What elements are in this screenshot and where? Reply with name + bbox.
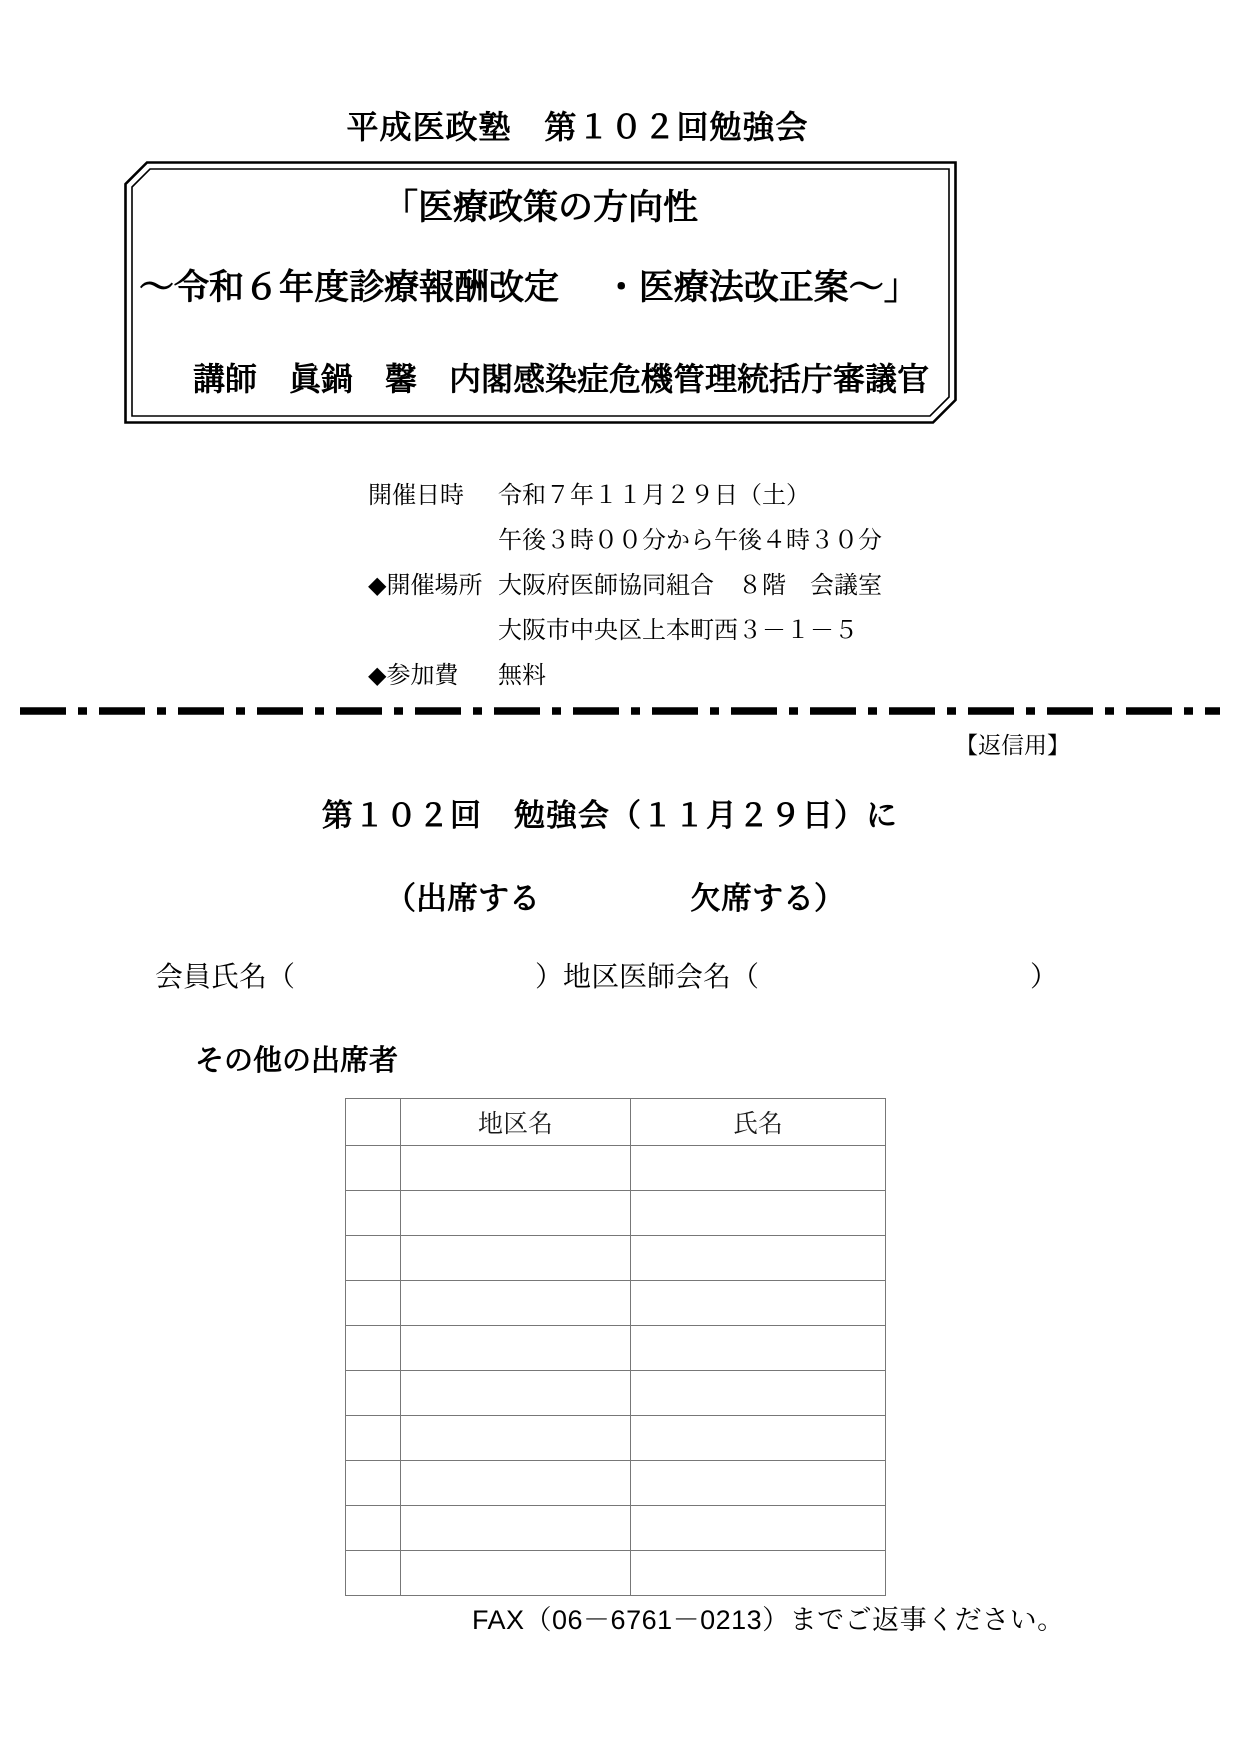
other-attendees-heading: その他の出席者 bbox=[195, 1045, 399, 1077]
lecturer-line: 講師 眞鍋 馨 内閣感染症危機管理統括庁審議官 bbox=[193, 361, 930, 397]
attendee-district-cell bbox=[401, 1191, 631, 1236]
attendee-name-cell bbox=[631, 1416, 886, 1461]
name-column-header: 氏名 bbox=[631, 1099, 886, 1146]
seminar-title-box bbox=[123, 160, 958, 425]
attendee-district-cell bbox=[401, 1506, 631, 1551]
detail-value: 無料 bbox=[498, 662, 546, 689]
member-name-label: 会員氏名（ bbox=[155, 961, 296, 992]
reply-section-tag: 【返信用】 bbox=[955, 732, 1070, 758]
seminar-title-line2: ～令和６年度診療報酬改定 ・医療法改正案～」 bbox=[139, 268, 919, 307]
event-details bbox=[368, 470, 882, 695]
attendee-number-cell bbox=[346, 1191, 401, 1236]
detail-row-place bbox=[368, 560, 882, 605]
attendee-number-cell bbox=[346, 1146, 401, 1191]
attendee-row bbox=[346, 1551, 886, 1596]
attendee-row bbox=[346, 1236, 886, 1281]
seminar-title-line1: 「医療政策の方向性 bbox=[382, 188, 698, 227]
detail-label: 開催日時 bbox=[368, 482, 464, 509]
attendee-number-cell bbox=[346, 1551, 401, 1596]
attendee-name-cell bbox=[631, 1191, 886, 1236]
detail-value: 令和７年１１月２９日（土） bbox=[498, 482, 810, 509]
detail-label: ◆参加費 bbox=[368, 662, 459, 689]
attendee-number-cell bbox=[346, 1281, 401, 1326]
attendee-row bbox=[346, 1281, 886, 1326]
district-medical-association-label: ）地区医師会名（ bbox=[535, 961, 760, 992]
attendee-district-cell bbox=[401, 1326, 631, 1371]
attendee-number-cell bbox=[346, 1416, 401, 1461]
detail-row-address bbox=[368, 605, 882, 650]
absent-option: 欠席する） bbox=[690, 881, 845, 916]
attendee-name-cell bbox=[631, 1371, 886, 1416]
attendee-row bbox=[346, 1191, 886, 1236]
attendee-row bbox=[346, 1461, 886, 1506]
attendee-district-cell bbox=[401, 1236, 631, 1281]
attendee-number-cell bbox=[346, 1461, 401, 1506]
detail-value: 大阪府医師協同組合 ８階 会議室 bbox=[498, 572, 882, 599]
detail-row-datetime bbox=[368, 470, 882, 515]
attendee-district-cell bbox=[401, 1416, 631, 1461]
attendee-name-cell bbox=[631, 1551, 886, 1596]
attendee-name-cell bbox=[631, 1281, 886, 1326]
attendees-table bbox=[345, 1098, 886, 1596]
attendee-district-cell bbox=[401, 1551, 631, 1596]
attendee-name-cell bbox=[631, 1146, 886, 1191]
attendee-district-cell bbox=[401, 1371, 631, 1416]
attendee-number-cell bbox=[346, 1371, 401, 1416]
attendee-row bbox=[346, 1371, 886, 1416]
detail-row-fee bbox=[368, 650, 882, 695]
attendee-name-cell bbox=[631, 1326, 886, 1371]
attendee-name-cell bbox=[631, 1461, 886, 1506]
attendance-options bbox=[385, 873, 845, 918]
detail-label: ◆開催場所 bbox=[368, 572, 483, 599]
attendee-row bbox=[346, 1146, 886, 1191]
attendee-row bbox=[346, 1506, 886, 1551]
detail-value: 大阪市中央区上本町西３－１－５ bbox=[498, 617, 858, 644]
attendee-district-cell bbox=[401, 1281, 631, 1326]
detail-value: 午後３時００分から午後４時３０分 bbox=[498, 527, 882, 554]
attendee-number-cell bbox=[346, 1326, 401, 1371]
district-column-header: 地区名 bbox=[401, 1099, 631, 1146]
document-title: 平成医政塾 第１０２回勉強会 bbox=[346, 109, 809, 145]
attendee-row bbox=[346, 1416, 886, 1461]
attendee-name-cell bbox=[631, 1236, 886, 1281]
attendee-name-cell bbox=[631, 1506, 886, 1551]
attendee-district-cell bbox=[401, 1146, 631, 1191]
member-name-line bbox=[155, 955, 1058, 995]
closing-paren: ） bbox=[1030, 961, 1059, 992]
number-column-header bbox=[346, 1099, 401, 1146]
fax-reply-note: FAX（06－6761－0213）までご返事ください。 bbox=[472, 1605, 1065, 1635]
attend-option: （出席する bbox=[385, 881, 540, 916]
attendee-number-cell bbox=[346, 1236, 401, 1281]
attendee-district-cell bbox=[401, 1461, 631, 1506]
attendee-number-cell bbox=[346, 1506, 401, 1551]
reply-heading: 第１０２回 勉強会（１１月２９日）に bbox=[322, 798, 898, 833]
attendee-row bbox=[346, 1326, 886, 1371]
attendees-table-header-row bbox=[346, 1099, 886, 1146]
attendees-table-body bbox=[346, 1146, 886, 1596]
dash-dot-cut-line bbox=[20, 706, 1220, 716]
detail-row-time bbox=[368, 515, 882, 560]
